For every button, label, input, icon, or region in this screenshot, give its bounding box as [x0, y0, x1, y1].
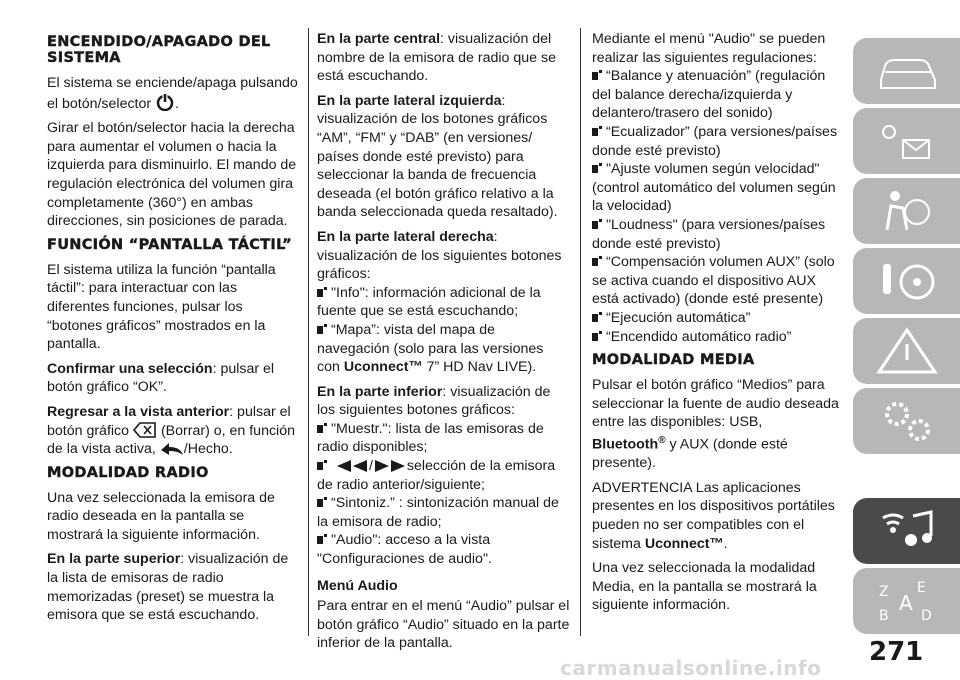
bold-term: En la parte superior: [47, 551, 181, 568]
paragraph: [47, 403, 299, 459]
bold-term: Bluetooth: [592, 436, 659, 453]
chapter-tabs: [853, 0, 960, 678]
text: /: [368, 458, 373, 475]
bullet-icon: [317, 324, 329, 335]
paragraph: Girar el botón/selector hacia la derecha para aumentar el volumen o hacia la izquierda para disminuirlo. El mando de regulación electrónica del volumen gira completamente (360°) en ambas direcciones, sin posiciones de parada.: [47, 120, 297, 230]
bold-term: En la parte inferior: [317, 383, 443, 400]
tab-multimedia[interactable]: [853, 498, 960, 564]
bullet-icon: [592, 70, 604, 81]
text: (Borrar) o, en función de la vista activa,: [47, 422, 295, 458]
bullet-icon: [592, 126, 604, 137]
text: : visualización de los siguientes botones gráficos:: [317, 383, 551, 419]
text: selección de la emisora de radio anterior/siguiente;: [317, 458, 556, 493]
text: “Ecualizador” (para versiones/países donde esté previsto): [592, 123, 838, 159]
bold-term: En la parte lateral derecha: [317, 228, 494, 245]
back-arrow-icon: [160, 442, 184, 456]
svg-text:D: D: [921, 608, 932, 624]
paragraph: [47, 360, 299, 397]
svg-text:E: E: [917, 580, 926, 596]
paragraph: [47, 550, 299, 624]
list-item: [317, 420, 570, 457]
tab-start-drive[interactable]: [853, 248, 960, 314]
paragraph: [317, 383, 570, 420]
paragraph: El sistema utiliza la función “pantalla táctil”: para interactuar con las diferentes funciones, pulsar los “botones gráficos” mostrados en la pantalla.: [47, 261, 276, 353]
tab-car[interactable]: [853, 38, 960, 104]
bullet-icon: [592, 163, 604, 174]
text: : pulsar el botón gráfico “OK”.: [47, 360, 275, 396]
svg-text:A: A: [899, 591, 913, 615]
backspace-icon: [133, 422, 157, 438]
text: : visualización de los botones gráficos “AM”, “FM” y “DAB” (en versiones/ países donde esté previsto) para seleccionar la banda de frecuencia deseada (el botón gráfico relativo a la banda seleccionada queda resaltado).: [317, 92, 558, 221]
text: : visualización de la lista de emisoras de radio memorizadas (preset) se muestra la emisora que se está escuchando.: [47, 551, 289, 624]
bullet-icon: [592, 256, 604, 267]
text: 7” HD Nav LIVE).: [422, 359, 537, 376]
column-3: [592, 30, 839, 621]
paragraph: [317, 30, 570, 86]
bold-term: En la parte central: [317, 31, 441, 47]
text: : pulsar el botón gráfico: [47, 403, 291, 439]
column-2: [317, 30, 570, 659]
column-divider-1: [308, 28, 309, 636]
power-knob-icon: [155, 93, 175, 111]
warning-triangle-icon: [873, 326, 943, 376]
warning-lights-icon: [873, 116, 943, 166]
multimedia-icon: [873, 506, 943, 556]
text: "Loudness" (para versiones/países donde esté previsto): [592, 216, 826, 252]
heading-radio: MODALIDAD RADIO: [47, 464, 209, 481]
tab-emergency[interactable]: [853, 318, 960, 384]
text: /Hecho.: [183, 441, 233, 458]
next-icon: [373, 459, 407, 473]
column-divider-2: [580, 28, 581, 636]
paragraph: [317, 228, 570, 284]
list-item: [317, 321, 570, 377]
text: "Muestr.": lista de las emisoras de radio disponibles;: [317, 420, 544, 456]
text: : visualización de los siguientes botones gráficos:: [317, 228, 562, 283]
list-item: [592, 309, 839, 328]
airbag-icon: [873, 186, 943, 236]
list-item: [317, 284, 570, 321]
bullet-icon: [592, 331, 604, 342]
list-item: [317, 457, 570, 494]
text: "Audio": acceso a la vista "Configuraciones de audio".: [317, 532, 492, 568]
heading-menu-audio: Menú Audio: [317, 577, 398, 594]
text: “Sintoniz.” : sintonización manual de la emisora de radio;: [317, 495, 559, 530]
paragraph: [317, 92, 570, 222]
list-item: [592, 123, 839, 160]
text: .: [723, 535, 728, 552]
bullet-icon: [317, 460, 329, 471]
bullet-icon: [592, 219, 604, 230]
paragraph: [592, 376, 839, 473]
text: .: [175, 95, 180, 112]
list-item: [317, 494, 570, 531]
bold-term: Uconnect™: [644, 535, 724, 552]
text: “Ejecución automática”: [606, 309, 751, 326]
paragraph: Una vez seleccionada la modalidad Media, en la pantalla se mostrará la siguiente información.: [592, 560, 817, 614]
list-item: [592, 67, 839, 123]
paragraph: [592, 479, 839, 553]
paragraph: [47, 74, 299, 113]
bold-term: Regresar a la vista anterior: [47, 403, 230, 420]
gears-icon: [873, 396, 943, 446]
text: “Compensación volumen AUX” (solo se activa cuando el dispositivo AUX está activado) (donde esté presente): [592, 254, 835, 308]
list-item: [317, 531, 570, 568]
text: “Encendido automático radio”: [606, 328, 792, 345]
text: "Ajuste volumen según velocidad" (control automático del volumen según la velocidad): [592, 161, 836, 215]
car-icon: [873, 46, 943, 96]
tab-safety[interactable]: [853, 178, 960, 244]
heading-encendido: ENCENDIDO/APAGADO DEL SISTEMA: [47, 34, 271, 66]
bullet-icon: [317, 534, 329, 545]
text: y AUX (donde esté presente).: [592, 436, 788, 472]
paragraph: Para entrar en el menú “Audio” pulsar el botón gráfico “Audio” situado en la parte inferior de la pantalla.: [317, 598, 570, 652]
bold-term: Confirmar una selección: [47, 360, 213, 377]
page-number: 271: [869, 637, 924, 667]
tab-warning-lights[interactable]: [853, 108, 960, 174]
bold-term: Uconnect™: [343, 359, 423, 376]
bullet-icon: [317, 497, 329, 508]
paragraph: Mediante el menú "Audio" se pueden realizar las siguientes regulaciones:: [592, 31, 826, 66]
tab-maintenance[interactable]: [853, 388, 960, 454]
text: "Info": información adicional de la fuente que se está escuchando;: [317, 284, 541, 320]
text: Pulsar el botón gráfico “Medios” para seleccionar la fuente de audio deseada entre las disponibles: USB,: [592, 377, 839, 431]
text: : visualización del nombre de la emisora de radio que se está escuchando.: [317, 31, 556, 85]
text: ADVERTENCIA Las aplicaciones presentes en los dispositivos portátiles pueden no ser compatibles con el sistema: [592, 479, 835, 552]
column-1: [47, 30, 299, 631]
list-item: [592, 160, 839, 216]
heading-funcion: FUNCIÓN “PANTALLA TÁCTIL”: [47, 236, 292, 253]
tab-index[interactable]: [853, 568, 960, 634]
index-icon: [873, 576, 943, 626]
key-steering-icon: [873, 256, 943, 306]
bullet-icon: [592, 312, 604, 323]
text: “Mapa”: vista del mapa de navegación (solo para las versiones con: [317, 321, 544, 376]
bullet-icon: [317, 423, 329, 434]
list-item: [592, 253, 839, 309]
svg-text:Z: Z: [879, 584, 889, 600]
previous-icon: [335, 459, 369, 473]
svg-text:B: B: [879, 608, 889, 624]
watermark: carmanualsonline.info: [560, 656, 822, 680]
paragraph: Una vez seleccionada la emisora de radio deseada en la pantalla se mostrará la siguiente información.: [47, 489, 275, 543]
registered-mark: ®: [658, 434, 666, 446]
text: “Balance y atenuación” (regulación del balance derecha/izquierda y delantero/trasero del sonido): [592, 68, 826, 122]
text: El sistema se enciende/apaga pulsando el botón/selector: [47, 75, 298, 112]
bold-term: En la parte lateral izquierda: [317, 92, 502, 109]
heading-media: MODALIDAD MEDIA: [592, 352, 755, 369]
list-item: [592, 328, 839, 347]
bullet-icon: [317, 287, 329, 298]
list-item: [592, 216, 839, 253]
